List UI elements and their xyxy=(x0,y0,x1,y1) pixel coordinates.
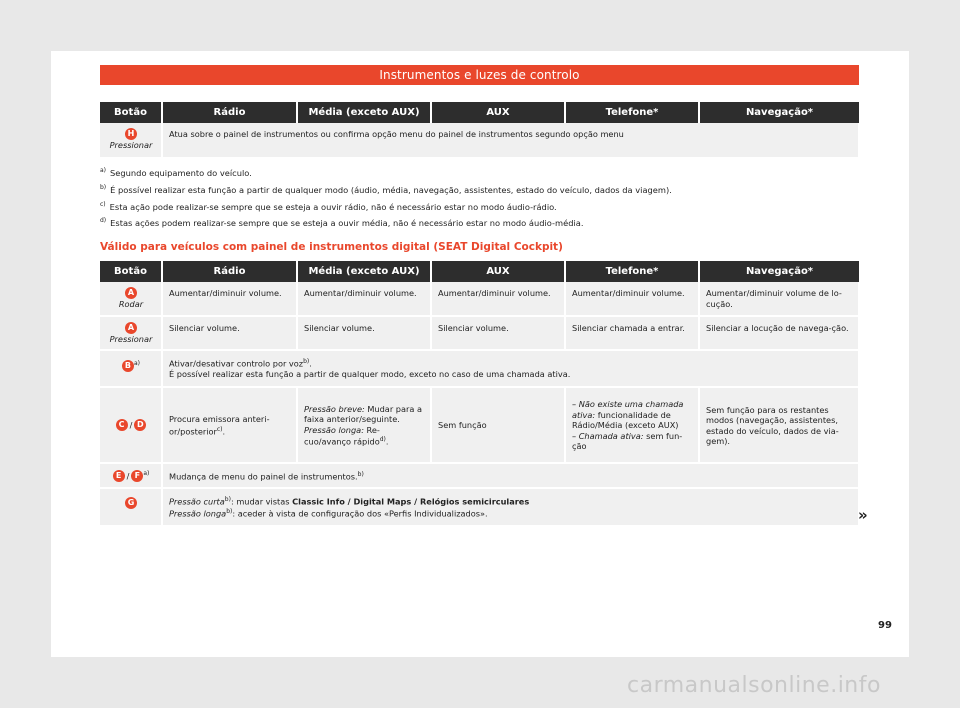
table-row xyxy=(100,316,859,351)
column-header: AUX xyxy=(431,102,565,123)
button-cell xyxy=(100,387,162,463)
short-press-label: Pressão curta xyxy=(169,496,225,507)
button-cell xyxy=(100,488,162,525)
footnote-mark: b) xyxy=(100,183,107,191)
aux-cell: Aumentar/diminuir volume. xyxy=(431,282,565,316)
media-cell: Aumentar/diminuir volume. xyxy=(297,282,431,316)
table-row xyxy=(100,123,859,158)
media-short-press-label: Pressão breve: xyxy=(304,403,365,414)
phone-active-call-text: sem fun-ção xyxy=(572,430,683,452)
column-header: Botão xyxy=(100,102,162,123)
phone-active-call-label: – Chamada ativa: xyxy=(572,430,644,441)
menu-change-text: Mudança de menu do painel de instrumentos. xyxy=(169,471,358,482)
media-long-press-label: Pressão longa: xyxy=(304,424,364,435)
button-cell xyxy=(100,350,162,387)
media-short-press-text: Mudar para a faixa anterior/seguinte. xyxy=(304,403,423,425)
short-press-text: : mudar vistas xyxy=(230,496,293,507)
radio-text: Procura emissora anteri-or/posterior xyxy=(169,414,270,437)
footnote-d xyxy=(100,216,860,228)
button-g-icon: G xyxy=(125,497,137,509)
footnote-mark: c) xyxy=(100,200,106,208)
description-cell xyxy=(162,123,859,158)
footnote-ref: d) xyxy=(379,436,386,444)
column-header: Telefone* xyxy=(565,102,699,123)
media-cell: Silenciar volume. xyxy=(297,316,431,351)
column-header: Rádio xyxy=(162,261,297,282)
phone-cell xyxy=(565,387,699,463)
view-names: Classic Info / Digital Maps / Relógios semicirculares xyxy=(292,496,530,507)
punctuation: . xyxy=(222,426,226,437)
phone-cell: Silenciar chamada a entrar. xyxy=(565,316,699,351)
separator: / xyxy=(126,470,130,481)
punctuation: . xyxy=(385,436,389,447)
button-c-icon: C xyxy=(116,419,128,431)
button-f-icon: F xyxy=(131,470,143,482)
phone-cell: Aumentar/diminuir volume. xyxy=(565,282,699,316)
controls-table-1 xyxy=(100,102,860,159)
button-b-icon: B xyxy=(122,360,134,372)
button-e-icon: E xyxy=(113,470,125,482)
footnote-ref: b) xyxy=(303,358,310,365)
footnote-text: Esta ação pode realizar-se sempre que se esteja a ouvir rádio, não é necessário estar no modo áudio-rádio. xyxy=(109,201,557,212)
table-row xyxy=(100,350,859,387)
page-title: Instrumentos e luzes de controlo xyxy=(100,65,859,85)
voice-control-text: Ativar/desativar controlo por voz xyxy=(169,358,304,369)
radio-cell: Aumentar/diminuir volume. xyxy=(162,282,297,316)
footnote-ref: a) xyxy=(143,470,150,477)
footnote-mark: d) xyxy=(100,217,107,225)
column-header: Rádio xyxy=(162,102,297,123)
media-cell xyxy=(297,387,431,463)
action-label: Pressionar xyxy=(109,333,153,344)
button-cell xyxy=(100,316,162,351)
footnote-text: Segundo equipamento do veículo. xyxy=(110,167,252,178)
table-row xyxy=(100,387,859,463)
punctuation: . xyxy=(309,358,312,369)
table-row xyxy=(100,282,859,316)
long-press-label: Pressão longa xyxy=(169,509,227,520)
action-label: Pressionar xyxy=(109,140,153,150)
phone-no-call-label: – Não existe uma chamada ativa: xyxy=(572,399,684,420)
description-cell xyxy=(162,350,859,387)
column-header: Navegação* xyxy=(699,102,859,123)
footnote-c xyxy=(100,200,860,212)
footnote-ref: b) xyxy=(224,496,231,504)
button-d-icon: D xyxy=(134,419,146,431)
watermark: carmanualsonline.info xyxy=(627,673,881,698)
nav-cell: Sem função para os restantes modos (navegação, assistentes, estado do veículo, dados de via-gem). xyxy=(699,387,859,463)
section-title: Válido para veículos com painel de instrumentos digital (SEAT Digital Cockpit) xyxy=(100,241,563,253)
long-press-text: : aceder à vista de configuração dos «Perfis Individualizados». xyxy=(232,509,488,520)
footnote-a xyxy=(100,166,860,178)
continue-arrow-icon: » xyxy=(858,506,868,524)
footnote-ref: c) xyxy=(216,425,223,433)
footnote-text: Estas ações podem realizar-se sempre que se esteja a ouvir média, não é necessário estar no modo áudio-média. xyxy=(110,218,584,229)
footnote-b xyxy=(100,183,860,195)
button-a-icon: A xyxy=(125,322,137,334)
button-cell xyxy=(100,463,162,488)
column-header: AUX xyxy=(431,261,565,282)
page-number: 99 xyxy=(878,620,892,631)
description-text: Atua sobre o painel de instrumentos ou confirma opção menu do painel de instrumentos segundo opção menu xyxy=(169,129,624,139)
footnotes xyxy=(100,166,860,233)
aux-cell: Sem função xyxy=(431,387,565,463)
footnote-ref: a) xyxy=(133,360,141,367)
table-row xyxy=(100,463,859,488)
column-header: Navegação* xyxy=(699,261,859,282)
footnote-text: É possível realizar esta função a partir de qualquer modo (áudio, média, navegação, assistentes, estado do veículo, dados da viagem). xyxy=(110,184,672,195)
controls-table-2 xyxy=(100,261,860,527)
media-long-press-text: Re-cuo/avanço rápido xyxy=(304,424,380,447)
description-cell xyxy=(162,488,859,525)
table-header-row xyxy=(100,261,859,282)
footnote-ref: b) xyxy=(357,471,364,478)
button-a-icon: A xyxy=(125,287,137,299)
radio-cell xyxy=(162,387,297,463)
footnote-ref: b) xyxy=(226,508,233,516)
phone-no-call-text: funcionalidade de Rádio/Média (exceto AUX) xyxy=(572,409,679,431)
separator: / xyxy=(129,419,133,430)
column-header: Média (exceto AUX) xyxy=(297,102,431,123)
table-header-row xyxy=(100,102,859,123)
description-cell xyxy=(162,463,859,488)
voice-control-note: É possível realizar esta função a partir de qualquer modo, exceto no caso de uma chamada ativa. xyxy=(169,369,571,380)
action-label: Rodar xyxy=(118,299,144,309)
column-header: Telefone* xyxy=(565,261,699,282)
aux-cell: Silenciar volume. xyxy=(431,316,565,351)
radio-cell: Silenciar volume. xyxy=(162,316,297,351)
footnote-mark: a) xyxy=(100,167,107,174)
column-header: Botão xyxy=(100,261,162,282)
table-row xyxy=(100,488,859,525)
column-header: Média (exceto AUX) xyxy=(297,261,431,282)
button-h-icon: H xyxy=(125,128,137,140)
nav-cell: Aumentar/diminuir volume de lo-cução. xyxy=(699,282,859,316)
button-cell xyxy=(100,123,162,158)
nav-cell: Silenciar a locução de navega-ção. xyxy=(699,316,859,351)
button-cell xyxy=(100,282,162,316)
